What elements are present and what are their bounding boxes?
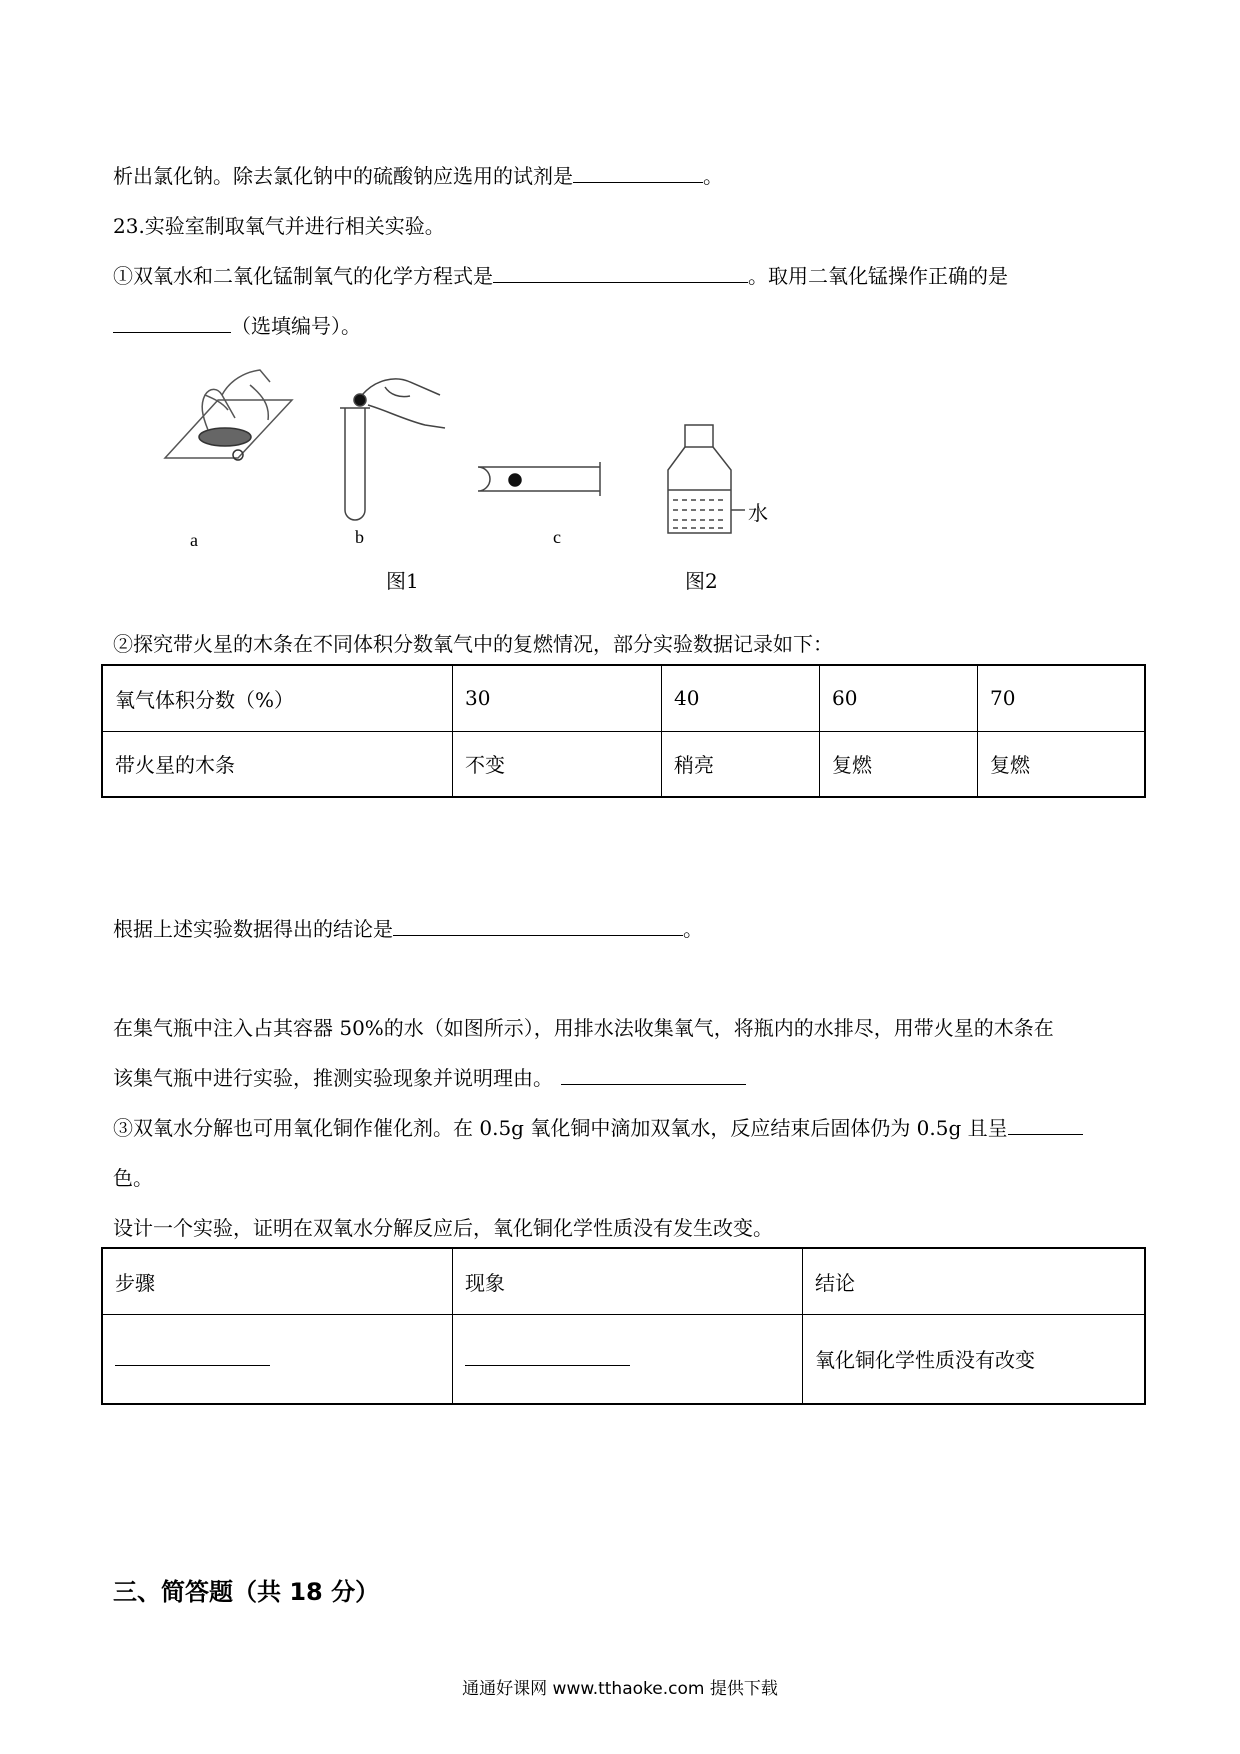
table-cell: 稍亮 bbox=[662, 731, 820, 797]
table-header-conclusion: 结论 bbox=[803, 1248, 1146, 1314]
q23-part1-mid: 。取用二氧化锰操作正确的是 bbox=[748, 264, 1008, 288]
oxygen-data-table bbox=[101, 664, 1146, 798]
equation-blank[interactable] bbox=[493, 264, 748, 283]
conclusion-line bbox=[113, 913, 703, 942]
q23-part3-line2: 色。 bbox=[113, 1166, 153, 1190]
q23-part1-line2 bbox=[113, 310, 361, 339]
footer-text: 通通好课网 www.tthaoke.com 提供下载 bbox=[462, 1679, 778, 1699]
table-cell: 30 bbox=[453, 665, 662, 731]
figure-a-label: a bbox=[190, 530, 198, 550]
table-cell: 复燃 bbox=[820, 731, 978, 797]
figure-c-label: c bbox=[553, 527, 561, 547]
phenomenon-blank[interactable] bbox=[561, 1066, 746, 1085]
table-cell bbox=[453, 1314, 803, 1404]
table-header-steps: 步骤 bbox=[102, 1248, 453, 1314]
color-blank[interactable] bbox=[1008, 1116, 1083, 1135]
table-row bbox=[102, 731, 1145, 797]
fig1-caption: 图1 bbox=[386, 569, 419, 593]
conclusion-text: 根据上述实验数据得出的结论是 bbox=[113, 917, 393, 941]
fig2-caption: 图2 bbox=[685, 569, 718, 593]
table-cell: 氧化铜化学性质没有改变 bbox=[803, 1314, 1146, 1404]
q23-title: 23.实验室制取氧气并进行相关实验。 bbox=[113, 214, 445, 238]
table-row bbox=[102, 1314, 1145, 1404]
table-cell: 带火星的木条 bbox=[102, 731, 453, 797]
q23-part3-line1 bbox=[113, 1112, 1083, 1141]
table-cell: 40 bbox=[662, 665, 820, 731]
q23-part3-text: ③双氧水分解也可用氧化铜作催化剂。在 0.5g 氧化铜中滴加双氧水，反应结束后固体仍为 0.5g 且呈 bbox=[113, 1116, 1008, 1140]
q23-part1-line2-text: （选填编号）。 bbox=[231, 314, 361, 338]
table-row bbox=[102, 1248, 1145, 1314]
figure-b-label: b bbox=[355, 527, 364, 547]
q23-part1-text: ①双氧水和二氧化锰制氧气的化学方程式是 bbox=[113, 264, 493, 288]
bottle-line1: 在集气瓶中注入占其容器 50%的水（如图所示），用排水法收集氧气，将瓶内的水排尽，用带火星的木条在 bbox=[113, 1016, 1054, 1040]
option-blank[interactable] bbox=[113, 314, 231, 333]
figure-a-drawing bbox=[165, 370, 292, 460]
figure-bottle-drawing bbox=[668, 425, 745, 533]
water-label: 水 bbox=[748, 501, 768, 525]
q22-tail-text: 析出氯化钠。除去氯化钠中的硫酸钠应选用的试剂是 bbox=[113, 164, 573, 188]
bottle-line2 bbox=[113, 1062, 746, 1091]
steps-blank[interactable] bbox=[115, 1347, 270, 1366]
design-table bbox=[101, 1247, 1146, 1405]
section3-heading: 三、简答题（共 18 分） bbox=[113, 1578, 380, 1606]
table-header-phenomenon: 现象 bbox=[453, 1248, 803, 1314]
table-cell: 复燃 bbox=[978, 731, 1146, 797]
table-cell: 70 bbox=[978, 665, 1146, 731]
q22-tail-line bbox=[113, 160, 723, 189]
conclusion-end: 。 bbox=[683, 917, 703, 941]
table-cell: 不变 bbox=[453, 731, 662, 797]
q23-part2-text: ②探究带火星的木条在不同体积分数氧气中的复燃情况，部分实验数据记录如下： bbox=[113, 632, 833, 656]
table-row bbox=[102, 665, 1145, 731]
q23-part1-line1 bbox=[113, 260, 1008, 289]
table-cell: 60 bbox=[820, 665, 978, 731]
table-cell bbox=[102, 1314, 453, 1404]
table-cell: 氧气体积分数（%） bbox=[102, 665, 453, 731]
design-text: 设计一个实验，证明在双氧水分解反应后，氧化铜化学性质没有发生改变。 bbox=[113, 1216, 773, 1240]
phenomenon-table-blank[interactable] bbox=[465, 1347, 630, 1366]
bottle-line2-text: 该集气瓶中进行实验，推测实验现象并说明理由。 bbox=[113, 1066, 553, 1090]
q22-tail-end: 。 bbox=[703, 164, 723, 188]
conclusion-blank[interactable] bbox=[393, 917, 683, 936]
answer-blank[interactable] bbox=[573, 164, 703, 183]
figure-c-drawing bbox=[478, 462, 600, 496]
figure-b-drawing bbox=[340, 379, 445, 520]
